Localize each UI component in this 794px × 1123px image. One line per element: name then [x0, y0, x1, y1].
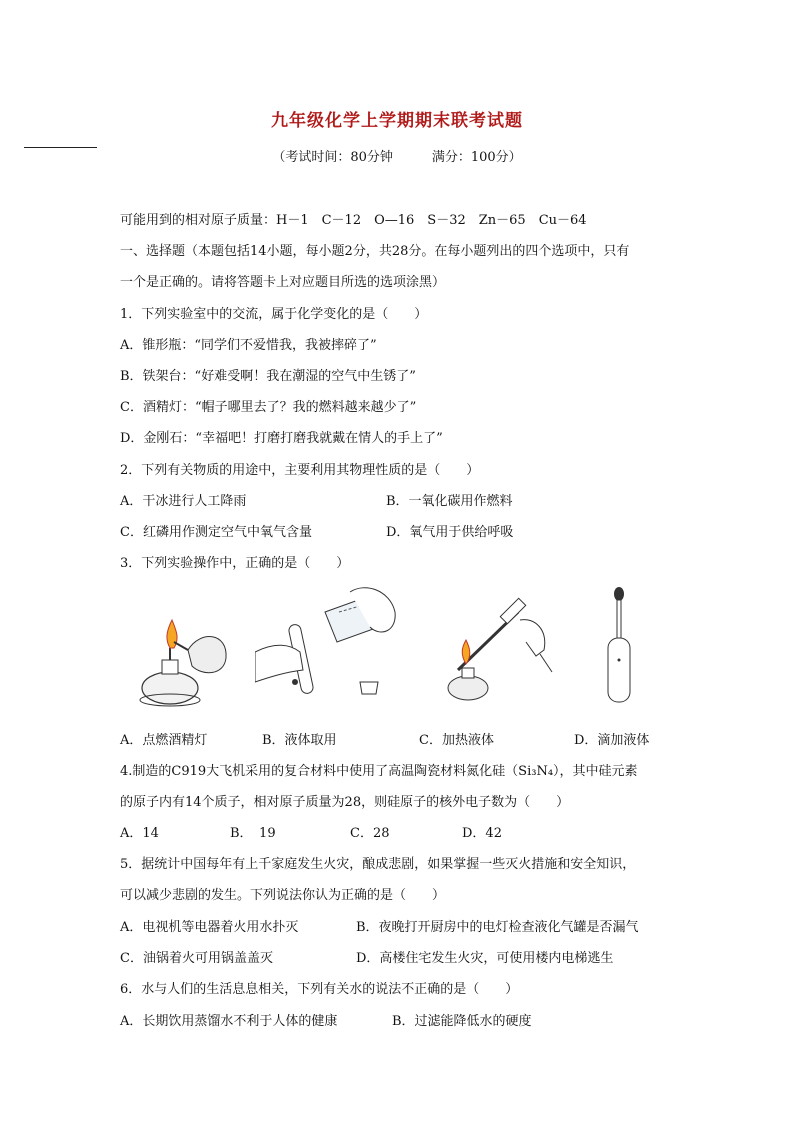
q3-figures: [120, 582, 680, 712]
q3-stem: 3．下列实验操作中，正确的是（ ）: [120, 556, 350, 571]
q3-option-a: A．点燃酒精灯: [120, 733, 208, 748]
q5-option-c: C．油锅着火可用锅盖盖灭: [120, 951, 273, 966]
q5-option-d: D．高楼住宅发生火灾，可使用楼内电梯逃生: [356, 951, 614, 966]
q4-option-c: C．28: [350, 826, 390, 841]
q1-option-d: D．金刚石：“幸福吧！打磨打磨我就戴在情人的手上了”: [120, 431, 443, 446]
exam-info: （考试时间：80分钟 满分：100分）: [272, 150, 522, 165]
atomic-masses: 可能用到的相对原子质量：H－1 C－12 O—16 S－32 Zn－65 Cu－64: [120, 213, 587, 228]
q2-option-c: C．红磷用作测定空气中氧气含量: [120, 525, 312, 540]
section-instructions: 一个是正确的。请将答题卡上对应题目所选的选项涂黑）: [120, 275, 446, 290]
q5-stem-line1: 5．据统计中国每年有上千家庭发生火灾，酿成悲剧，如果掌握一些灭火措施和安全知识，: [120, 857, 636, 872]
section-heading: 一、选择题（本题包括14小题，每小题2分，共28分。在每小题列出的四个选项中，只有: [120, 244, 630, 259]
alcohol-lamp-figure: [130, 610, 240, 710]
heating-liquid-figure: [440, 592, 560, 710]
q2-option-d: D．氧气用于供给呼吸: [386, 525, 514, 540]
q2-stem: 2．下列有关物质的用途中，主要利用其物理性质的是（ ）: [120, 463, 480, 478]
q4-stem-line1: 4.制造的C919大飞机采用的复合材料中使用了高温陶瓷材料氮化硅（Si₃N₄），其中硅元素: [120, 764, 638, 779]
page-title: 九年级化学上学期期末联考试题: [271, 111, 523, 131]
q1-option-b: B．铁架台：“好难受啊！我在潮湿的空气中生锈了”: [120, 369, 416, 384]
q5-option-a: A．电视机等电器着火用水扑灭: [120, 920, 299, 935]
q3-option-c: C．加热液体: [419, 733, 494, 748]
q4-stem-line2: 的原子内有14个质子，相对原子质量为28，则硅原子的核外电子数为（ ）: [120, 795, 570, 810]
dropping-liquid-figure: [595, 586, 655, 710]
q6-option-b: B．过滤能降低水的硬度: [392, 1014, 532, 1029]
q1-option-c: C．酒精灯：“帽子哪里去了？我的燃料越来越少了”: [120, 400, 417, 415]
q3-option-b: B．液体取用: [262, 733, 337, 748]
q5-option-b: B．夜晚打开厨房中的电灯检查液化气罐是否漏气: [356, 920, 639, 935]
q3-option-d: D．滴加液体: [574, 733, 650, 748]
q2-option-b: B．一氧化碳用作燃料: [386, 494, 513, 509]
q2-option-a: A．干冰进行人工降雨: [120, 494, 247, 509]
q1-stem: 1．下列实验室中的交流，属于化学变化的是（ ）: [120, 307, 428, 322]
q5-stem-line2: 可以减少悲剧的发生。下列说法你认为正确的是（ ）: [120, 888, 446, 903]
q4-option-a: A．14: [120, 826, 159, 841]
q4-option-b: B． 19: [230, 826, 276, 841]
q6-option-a: A．长期饮用蒸馏水不利于人体的健康: [120, 1014, 338, 1029]
q1-option-a: A．锥形瓶：“同学们不爱惜我，我被摔碎了”: [120, 338, 377, 353]
q6-stem: 6．水与人们的生活息息相关，下列有关水的说法不正确的是（ ）: [120, 982, 519, 997]
q4-option-d: D．42: [462, 826, 502, 841]
liquid-pouring-figure: [255, 582, 405, 710]
